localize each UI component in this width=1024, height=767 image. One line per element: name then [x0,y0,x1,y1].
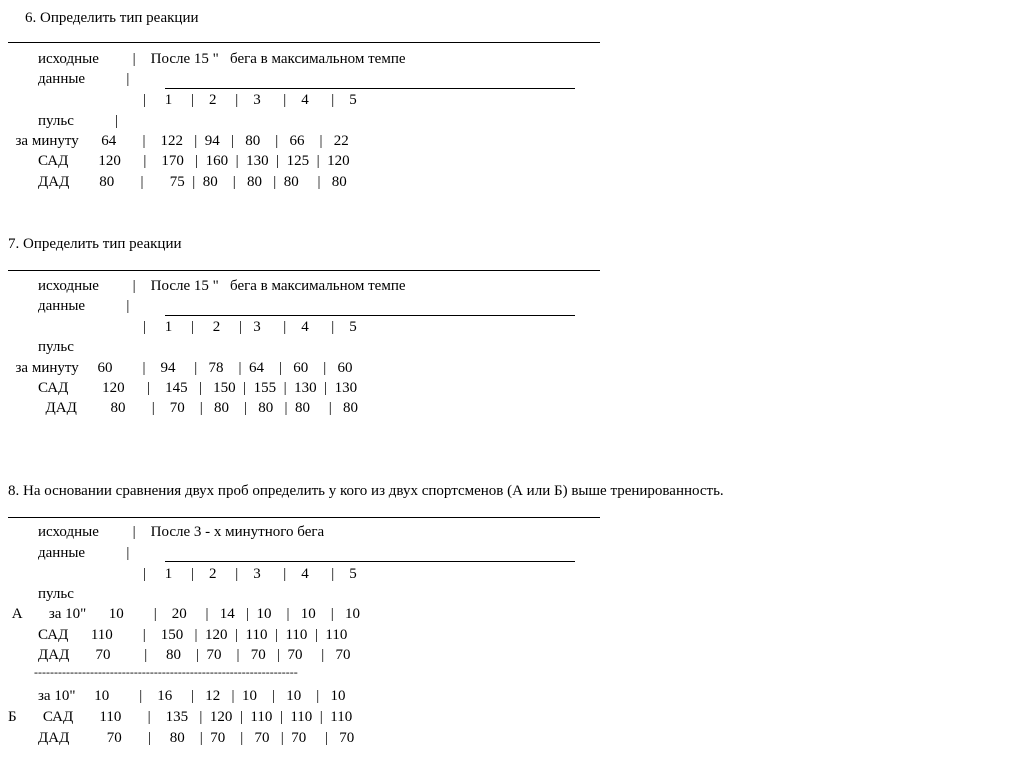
task6-line-4: пульс | [8,113,119,129]
task8-line-3: | 1 | 2 | 3 | 4 | 5 [8,566,357,582]
task6-line-5: за минуту 64 | 122 | 94 | 80 | 66 | 22 [8,133,349,149]
task8-line-1: исходные | После 3 - х минутного бега [8,524,325,540]
task8-row-a-dad: ДАД 70 | 80 | 70 | 70 | 70 | 70 [8,647,351,663]
task8-title: 8. На основании сравнения двух проб определить у кого из двух спортсменов (А или Б) выше тренированность. [8,483,724,499]
task6-line-2: данные | [8,71,130,87]
task7-line-1: исходные | После 15 " бега в максимальном темпе [8,278,406,294]
task6-top-rule [8,42,600,43]
task8-row-b-sad: Б САД 110 | 135 | 120 | 110 | 110 | 110 [8,709,353,725]
task8-separator: ------------------------------------------------------------------ [34,665,298,679]
task7-top-rule [8,270,600,271]
task7-line-6: САД 120 | 145 | 150 | 155 | 130 | 130 [8,380,358,396]
task7-line-3: | 1 | 2 | 3 | 4 | 5 [8,319,357,335]
task8-row-a-pulse: А за 10" 10 | 20 | 14 | 10 | 10 | 10 [8,606,361,622]
task6-line-6: САД 120 | 170 | 160 | 130 | 125 | 120 [8,153,350,169]
task8-row-b-dad: ДАД 70 | 80 | 70 | 70 | 70 | 70 [8,730,355,746]
task6-line-3: | 1 | 2 | 3 | 4 | 5 [8,92,357,108]
task6-line-1: исходные | После 15 " бега в максимальном темпе [8,51,406,67]
task6-header-rule [165,88,575,89]
task8-line-2: данные | [8,545,130,561]
task7-line-5: за минуту 60 | 94 | 78 | 64 | 60 | 60 [8,360,353,376]
task8-line-4: пульс [8,586,74,602]
task6-line-7: ДАД 80 | 75 | 80 | 80 | 80 | 80 [8,174,347,190]
task7-line-7: ДАД 80 | 70 | 80 | 80 | 80 | 80 [8,400,359,416]
task8-row-a-sad: САД 110 | 150 | 120 | 110 | 110 | 110 [8,627,348,643]
task8-header-rule [165,561,575,562]
task7-line-4: пульс [8,339,74,355]
task7-line-2: данные | [8,298,130,314]
task8-row-b-pulse: за 10" 10 | 16 | 12 | 10 | 10 | 10 [8,688,346,704]
task6-title: 6. Определить тип реакции [25,10,199,26]
task8-top-rule [8,517,600,518]
task7-title: 7. Определить тип реакции [8,236,182,252]
task7-header-rule [165,315,575,316]
